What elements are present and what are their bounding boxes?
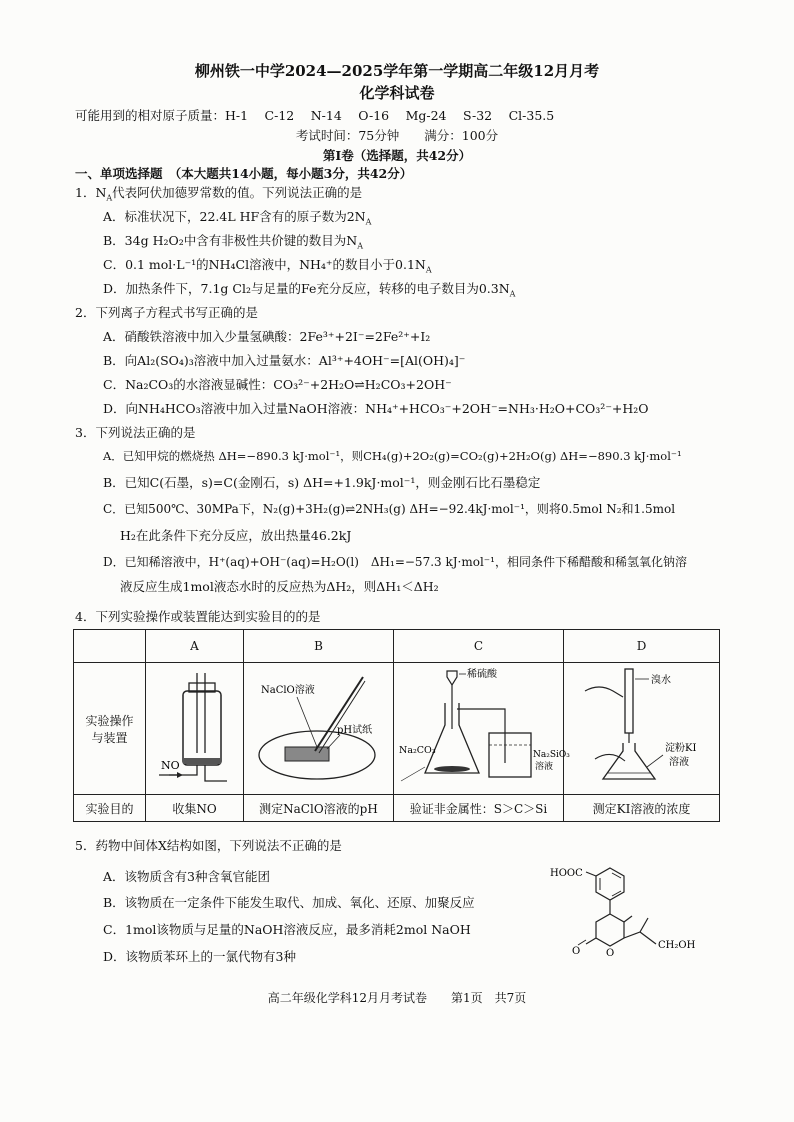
row-label-apparatus: 实验操作 与装置 [74,663,146,795]
q2-option-b: B．向Al₂(SO₄)₃溶液中加入过量氨水：Al³⁺+4OH⁻=[Al(OH)₄]⁻ [103,353,466,368]
apparatus-a [146,663,244,795]
q5-option-d: D．该物质苯环上的一氯代物有3种 [103,949,296,964]
exam-title: 柳州铁一中学2024—2025学年第一学期高二年级12月月考 [194,62,600,80]
gas-collection-bottle-figure [147,663,243,791]
q2-option-a: A．硝酸铁溶液中加入少量氢碘酸：2Fe³⁺+2I⁻=2Fe²⁺+I₂ [103,329,431,344]
q2-stem: 2．下列离子方程式书写正确的是 [75,305,258,320]
q1-option-d: D．加热条件下，7.1g Cl₂与足量的Fe充分反应，转移的电子数目为$0.3N_A$ [103,281,516,299]
svg-text:溶液: 溶液 [668,757,689,768]
volume-heading: 第Ⅰ卷（选择题，共42分） [322,148,472,163]
q4-stem: 4．下列实验操作或装置能达到实验目的的是 [75,609,321,624]
table-row-apparatus [74,663,720,795]
apparatus-b [244,663,394,795]
row-label-aim: 实验目的 [74,795,146,822]
col-header-a: A [146,630,244,663]
svg-text:Na₂SiO₃: Na₂SiO₃ [532,750,570,760]
exam-info: 考试时间：75分钟 满分：100分 [295,128,499,143]
q3-option-a: A．已知甲烷的燃烧热 ΔH=−890.3 kJ·mol⁻¹，则CH₄(g)+2O₂(g)=CO₂(g)+2H₂O(g) ΔH=−890.3 kJ·mol⁻¹ [103,449,682,463]
svg-text:溶液: 溶液 [534,762,553,772]
q3-option-c-line2: H₂在此条件下充分反应，放出热量46.2kJ [120,528,352,543]
q5-option-b: B．该物质在一定条件下能发生取代、加成、氧化、还原、加聚反应 [103,895,475,910]
svg-text:淀粉KI: 淀粉KI [664,743,696,754]
col-header-d: D [564,630,720,663]
experiment-table [73,629,720,822]
svg-text:Na₂CO₃: Na₂CO₃ [398,745,436,756]
apparatus-c [394,663,570,795]
q3-option-d-line1: D．已知稀溶液中，H⁺(aq)+OH⁻(aq)=H₂O(l) ΔH₁=−57.3 kJ·mol⁻¹，相同条件下稀醋酸和稀氢氧化钠溶 [103,555,687,569]
aim-a: 收集NO [146,795,244,822]
q2-option-c: C．Na₂CO₃的水溶液显碱性：CO₃²⁻+2H₂O⇌H₂CO₃+2OH⁻ [103,377,452,392]
apparatus-d [564,663,720,795]
q1-option-a: A．标准状况下，22.4L HF含有的原子数为$2N_A$ [103,209,372,227]
q3-stem: 3．下列说法正确的是 [75,425,196,440]
nonmetal-comparison-figure [395,663,570,791]
page-footer: 高二年级化学科12月月考试卷 第1页 共7页 [267,991,527,1005]
q3-option-c-line1: C．已知500℃、30MPa下，N₂(g)+3H₂(g)⇌2NH₃(g) ΔH=−92.4kJ·mol⁻¹，则将0.5mol N₂和1.5mol [103,502,676,516]
aim-c: 验证非金属性：S＞C＞Si [394,795,564,822]
q2-option-d: D．向NH₄HCO₃溶液中加入过量NaOH溶液：NH₄⁺+HCO₃⁻+2OH⁻=NH₃·H₂O+CO₃²⁻+H₂O [103,401,649,416]
q1-stem: 1．$N_A$代表阿伏加德罗常数的值。下列说法正确的是 [75,185,363,203]
section-heading: 一、单项选择题 （本大题共14小题，每小题3分，共42分） [75,166,413,181]
svg-text:NaClO溶液: NaClO溶液 [260,685,315,696]
svg-text:pH试纸: pH试纸 [336,725,372,736]
svg-text:NO: NO [160,759,180,772]
svg-text:O: O [572,946,581,957]
table-row-aim [74,795,720,822]
q5-option-a: A．该物质含有3种含氧官能团 [103,869,270,884]
aim-b: 测定NaClO溶液的pH [244,795,394,822]
q5-option-c: C．1mol该物质与足量的NaOH溶液反应，最多消耗2mol NaOH [103,922,471,937]
q1-option-c: C．0.1 mol·L⁻¹的NH₄Cl溶液中，NH₄⁺的数目小于$0.1N_A$ [103,257,432,275]
q3-option-d-line2: 液反应生成1mol液态水时的反应热为ΔH₂，则ΔH₁＜ΔH₂ [120,579,439,594]
col-header-c: C [394,630,564,663]
atomic-masses: 可能用到的相对原子质量：H-1 C-12 N-14 O-16 Mg-24 S-32 Cl-35.5 [75,108,555,123]
col-header-b: B [244,630,394,663]
svg-text:稀硫酸: 稀硫酸 [466,669,497,680]
svg-text:CH₂OH: CH₂OH [658,940,696,951]
table-corner [74,630,146,663]
titration-figure [565,663,719,791]
ph-test-figure [245,663,393,791]
q1-option-b: B．34g H₂O₂中含有非极性共价键的数目为$N_A$ [103,233,363,251]
q3-option-b: B．已知C(石墨，s)=C(金刚石，s) ΔH=+1.9kJ·mol⁻¹，则金刚石比石墨稳定 [103,475,541,490]
q5-stem: 5．药物中间体X结构如图，下列说法不正确的是 [75,838,342,853]
exam-subtitle: 化学科试卷 [359,84,435,102]
aim-d: 测定KI溶液的浓度 [564,795,720,822]
svg-text:溴水: 溴水 [650,675,671,686]
svg-text:O: O [606,948,615,959]
table-header-row [74,630,720,663]
svg-text:HOOC: HOOC [550,868,583,879]
molecule-structure-figure [548,860,708,960]
